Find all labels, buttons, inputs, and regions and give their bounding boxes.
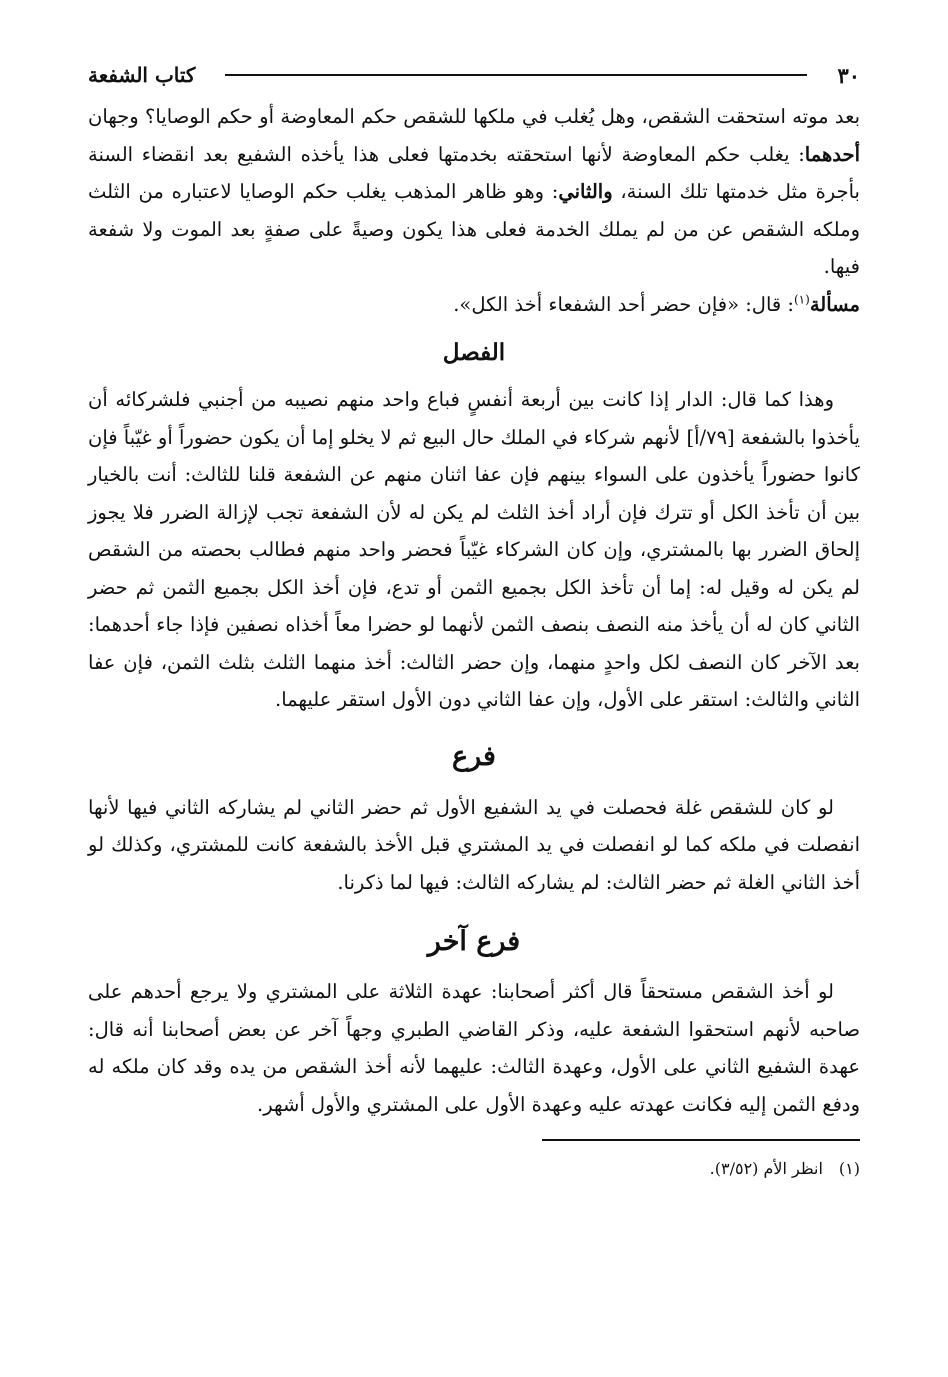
footnote-number: (١) xyxy=(838,1159,860,1178)
keyword-second: والثاني xyxy=(558,180,613,203)
keyword-first: أحدهما xyxy=(804,142,860,166)
page-header xyxy=(88,58,860,92)
section-far-akhar-text: لو أخذ الشقص مستحقاً قال أكثر أصحابنا: عهدة الثلاثة على المشتري ولا يرجع أحدهم على صاحبه لأنهم استحقوا الشفعة عليه، وذكر القاضي الطبري وجهاً آخر عن بعض أصحابنا أنه قال: عهدة الشفيع الثاني على الأول، وعهدة الثالث: عليهما لأنه أخذ الشقص من يده وقد كان ملكه له ودفع الثمن إليه فكانت عهدته عليه وعهدة الأول على المشتري والأول أشهر. xyxy=(88,980,860,1116)
intro-paragraph xyxy=(88,98,860,286)
footnote-text: انظر الأم (٣/٥٢). xyxy=(709,1159,823,1178)
footnote-ref: (١) xyxy=(793,292,810,306)
section-far-text: لو كان للشقص غلة فحصلت في يد الشفيع الأول ثم حضر الثاني لم يشاركه الثاني فيها لأنها انفصلت في ملكه كما لو انفصلت في يد المشتري قبل الأخذ بالشفعة كانت للمشتري، وكذلك لو أخذ الثاني الغلة ثم حضر الثالث: لم يشاركه الثالث: فيها لما ذكرنا. xyxy=(88,795,860,894)
book-title: كتاب الشفعة xyxy=(88,63,196,87)
footnote-rule xyxy=(542,1139,860,1141)
intro-text-c: : وهو ظاهر المذهب يغلب حكم الوصايا لاعتباره من الثلث وملكه الشقص عن من لم يملك الخدمة فعلى هذا يكون وصيةً على صفةٍ بعد الموت ولا شفعة فيها. xyxy=(88,180,860,278)
section-heading-fasl: الفصل xyxy=(442,339,506,366)
page-number: ٣٠ xyxy=(837,62,860,88)
masala-text: : قال: «فإن حضر أحد الشفعاء أخذ الكل». xyxy=(453,292,794,316)
masala-keyword: مسألة xyxy=(809,292,860,316)
section-fasl-text: وهذا كما قال: الدار إذا كانت بين أربعة أنفسٍ فباع واحد منهم نصيبه من أجنبي فلشركائه أن يأخذوا بالشفعة [٧٩/أ] لأنهم شركاء في الملك حال البيع ثم لا يخلو إما أن يكون حضوراً أو غيّباً فإن كانوا حضوراً يأخذون على السواء بينهم فإن عفا اثنان منهم عن الشفعة قلنا للثالث: أنت بالخيار بين أن تأخذ الكل أو تترك فإن أراد أخذ الثلث لم يكن له لأن الشفعة تجب لإزالة الضرر فلا يجوز إلحاق الضرر بها بالمشتري، وإن كان الشركاء غيّباً فحضر واحد منهم فطالب بحصته من الشقص لم يكن له وقيل له: إما أن تأخذ الكل بجميع الثمن أو تدع، فإن أخذ الكل بجميع الثمن ثم حضر الثاني كان له أن يأخذ منه النصف بنصف الثمن لأنهما لو حضرا معاً أخذاه نصفين فإذا جاء أحدهما: بعد الآخر كان النصف لكل واحدٍ منهما، وإن حضر الثالث: أخذ منهما الثلث بثلث الثمن، فإن عفا الثاني والثالث: استقر على الأول، وإن عفا الثاني دون الأول استقر عليهما. xyxy=(88,388,860,711)
intro-text-a: بعد موته استحقت الشقص، وهل يُغلب في ملكها للشقص حكم المعاوضة أو حكم الوصايا؟ وجهان xyxy=(88,105,860,128)
header-rule xyxy=(225,74,807,76)
masala-paragraph xyxy=(88,286,860,324)
intro-text-b: : يغلب حكم المعاوضة لأنها استحقته بخدمتها فعلى هذا يأخذه الشفيع بعد انقضاء السنة بأجرة مثل خدمتها تلك السنة، xyxy=(88,142,860,203)
section-heading-far-akhar: فرع آخر xyxy=(427,926,521,957)
footnote xyxy=(88,1155,860,1183)
section-heading-far: فرع xyxy=(452,740,496,772)
